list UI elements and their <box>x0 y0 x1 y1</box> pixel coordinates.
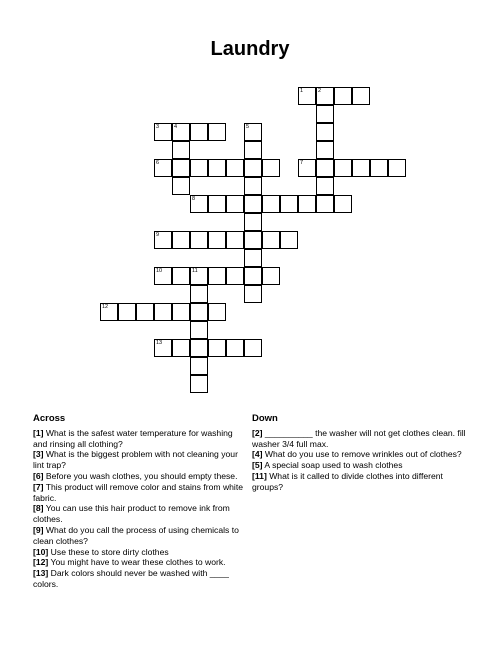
grid-cell[interactable] <box>154 267 172 285</box>
clue-number: [2] <box>252 427 263 438</box>
grid-cell[interactable] <box>244 267 262 285</box>
grid-cell[interactable] <box>298 195 316 213</box>
cell-number: 7 <box>300 160 304 166</box>
grid-cell[interactable] <box>172 141 190 159</box>
grid-cell[interactable] <box>190 339 208 357</box>
grid-cell[interactable] <box>244 141 262 159</box>
across-clue <box>33 482 248 504</box>
grid-cell[interactable] <box>244 177 262 195</box>
grid-cell[interactable] <box>190 195 208 213</box>
grid-cell[interactable] <box>244 339 262 357</box>
cell-number: 9 <box>156 232 160 238</box>
across-clue <box>33 449 248 471</box>
grid-cell[interactable] <box>262 231 280 249</box>
across-clue <box>33 557 248 568</box>
clue-text: Use these to store dirty clothes <box>48 546 169 557</box>
clue-text: What is the biggest problem with not cleaning your lint trap? <box>33 449 238 471</box>
grid-cell[interactable] <box>244 249 262 267</box>
clue-text: Before you wash clothes, you should empty these. <box>43 470 238 481</box>
cell-number: 6 <box>156 160 160 166</box>
cell-number: 11 <box>192 268 198 274</box>
across-clue <box>33 547 248 558</box>
grid-cell[interactable] <box>190 267 208 285</box>
grid-cell[interactable] <box>172 267 190 285</box>
grid-cell[interactable] <box>370 159 388 177</box>
grid-cell[interactable] <box>190 321 208 339</box>
grid-cell[interactable] <box>244 159 262 177</box>
grid-cell[interactable] <box>316 141 334 159</box>
cell-number: 8 <box>192 196 196 202</box>
across-clue <box>33 525 248 547</box>
page-title: Laundry <box>210 38 290 60</box>
grid-cell[interactable] <box>352 87 370 105</box>
clue-number: [4] <box>252 449 263 460</box>
grid-cell[interactable] <box>226 339 244 357</box>
grid-cell[interactable] <box>280 195 298 213</box>
grid-cell[interactable] <box>244 123 262 141</box>
clue-number: [11] <box>252 470 267 481</box>
grid-cell[interactable] <box>172 159 190 177</box>
grid-cell[interactable] <box>226 159 244 177</box>
grid-cell[interactable] <box>190 357 208 375</box>
across-clue <box>33 568 248 590</box>
grid-cell[interactable] <box>154 339 172 357</box>
grid-cell[interactable] <box>316 123 334 141</box>
clue-text: A special soap used to wash clothes <box>262 460 403 471</box>
grid-cell[interactable] <box>262 267 280 285</box>
grid-cell[interactable] <box>226 231 244 249</box>
clue-number: [12] <box>33 557 49 568</box>
grid-cell[interactable] <box>316 87 334 105</box>
clue-text: What do you call the process of using chemicals to clean clothes? <box>33 524 239 546</box>
grid-cell[interactable] <box>190 159 208 177</box>
grid-cell[interactable] <box>262 159 280 177</box>
clue-text: This product will remove color and stains from white fabric. <box>33 481 244 503</box>
grid-cell[interactable] <box>190 303 208 321</box>
grid-cell[interactable] <box>190 123 208 141</box>
grid-cell[interactable] <box>190 375 208 393</box>
cell-number: 13 <box>156 340 163 346</box>
grid-cell[interactable] <box>154 159 172 177</box>
grid-cell[interactable] <box>208 123 226 141</box>
down-clue <box>252 460 467 471</box>
grid-cell[interactable] <box>316 177 334 195</box>
grid-cell[interactable] <box>154 123 172 141</box>
grid-cell[interactable] <box>172 177 190 195</box>
grid-cell[interactable] <box>208 303 226 321</box>
grid-cell[interactable] <box>172 123 190 141</box>
cell-number: 3 <box>156 124 160 130</box>
clue-number: [7] <box>33 481 44 492</box>
grid-cell[interactable] <box>298 87 316 105</box>
cell-number: 5 <box>246 124 250 130</box>
down-clue <box>252 428 467 450</box>
down-heading: Down <box>252 413 278 424</box>
clue-text: __________ the washer will not get clothes clean. fill washer 3/4 full max. <box>252 427 466 449</box>
clue-number: [5] <box>252 460 263 471</box>
grid-cell[interactable] <box>226 195 244 213</box>
grid-cell[interactable] <box>190 231 208 249</box>
grid-cell[interactable] <box>208 159 226 177</box>
cell-number: 2 <box>318 88 322 94</box>
clue-number: [1] <box>33 427 44 438</box>
grid-cell[interactable] <box>208 231 226 249</box>
clue-text: What do you use to remove wrinkles out of clothes? <box>262 449 462 460</box>
grid-cell[interactable] <box>316 195 334 213</box>
grid-cell[interactable] <box>352 159 370 177</box>
grid-cell[interactable] <box>208 339 226 357</box>
clue-number: [13] <box>33 568 49 579</box>
down-clue <box>252 449 467 460</box>
down-clue <box>252 471 467 493</box>
grid-cell[interactable] <box>154 303 172 321</box>
across-clue <box>33 428 248 450</box>
cell-number: 10 <box>156 268 163 274</box>
grid-cell[interactable] <box>208 267 226 285</box>
grid-cell[interactable] <box>172 339 190 357</box>
grid-cell[interactable] <box>154 231 172 249</box>
grid-cell[interactable] <box>334 87 352 105</box>
grid-cell[interactable] <box>208 195 226 213</box>
grid-cell[interactable] <box>298 159 316 177</box>
clue-text: You might have to wear these clothes to work. <box>48 557 226 568</box>
grid-cell[interactable] <box>100 303 118 321</box>
clue-number: [8] <box>33 503 44 514</box>
grid-cell[interactable] <box>244 213 262 231</box>
grid-cell[interactable] <box>118 303 136 321</box>
grid-cell[interactable] <box>244 285 262 303</box>
grid-cell[interactable] <box>316 159 334 177</box>
grid-cell[interactable] <box>388 159 406 177</box>
clue-number: [9] <box>33 524 44 535</box>
clue-number: [10] <box>33 546 49 557</box>
grid-cell[interactable] <box>280 231 298 249</box>
across-clue <box>33 471 248 482</box>
grid-cell[interactable] <box>244 231 262 249</box>
grid-cell[interactable] <box>226 267 244 285</box>
clue-text: You can use this hair product to remove ink from clothes. <box>33 503 230 525</box>
grid-cell[interactable] <box>136 303 154 321</box>
grid-cell[interactable] <box>244 195 262 213</box>
clue-number: [6] <box>33 470 44 481</box>
clue-text: Dark colors should never be washed with ____ colors. <box>33 568 229 589</box>
across-heading: Across <box>33 413 66 424</box>
grid-cell[interactable] <box>316 105 334 123</box>
cell-number: 12 <box>102 304 109 310</box>
grid-cell[interactable] <box>172 231 190 249</box>
grid-cell[interactable] <box>334 195 352 213</box>
grid-cell[interactable] <box>334 159 352 177</box>
clue-text: What is the safest water temperature for washing and rinsing all clothing? <box>33 427 233 449</box>
grid-cell[interactable] <box>262 195 280 213</box>
grid-cell[interactable] <box>190 285 208 303</box>
across-clue <box>33 503 248 525</box>
cell-number: 1 <box>300 88 304 94</box>
across-clues <box>33 414 248 590</box>
cell-number: 4 <box>174 124 178 130</box>
clue-number: [3] <box>33 449 44 460</box>
clue-text: What is it called to divide clothes into different groups? <box>252 470 443 492</box>
grid-cell[interactable] <box>172 303 190 321</box>
down-clues <box>252 414 467 493</box>
